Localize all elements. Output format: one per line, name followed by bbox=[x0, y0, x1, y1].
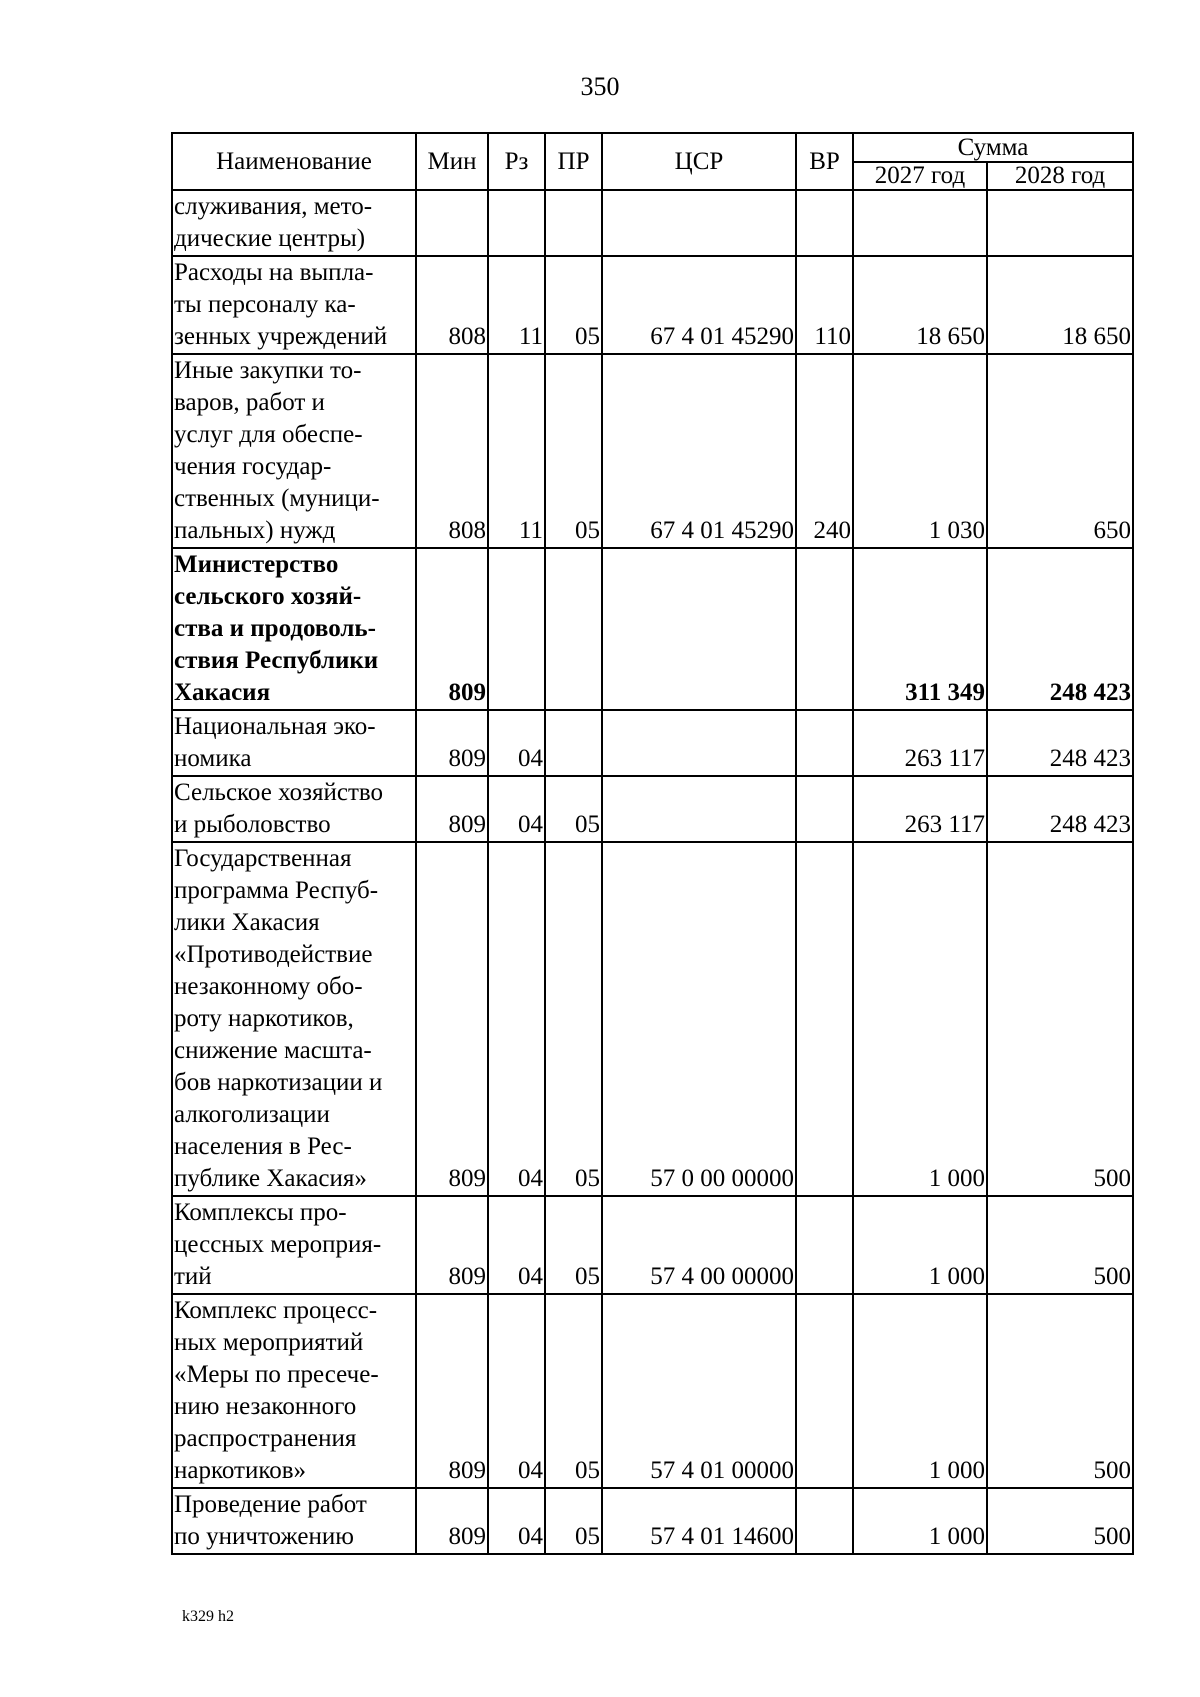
cell-sum-2028: 500 bbox=[987, 1294, 1133, 1488]
table-row bbox=[172, 1294, 1133, 1488]
cell-sum-2027 bbox=[853, 190, 987, 256]
cell-name: Национальная эко- номика bbox=[172, 710, 416, 776]
table-row bbox=[172, 190, 1133, 256]
cell-pr bbox=[545, 710, 602, 776]
cell-pr: 05 bbox=[545, 1294, 602, 1488]
cell-pr: 05 bbox=[545, 354, 602, 548]
cell-name: Государственная программа Респуб- лики Хакасия «Противодействие незаконному обо- роту наркотиков, снижение масшта- бов наркотизации и алкоголизации населения в Рес- публике Хакасия» bbox=[172, 842, 416, 1196]
cell-sum-2028: 650 bbox=[987, 354, 1133, 548]
cell-vr bbox=[796, 710, 853, 776]
cell-vr bbox=[796, 1488, 853, 1554]
cell-min: 808 bbox=[416, 354, 488, 548]
header-pr: ПР bbox=[545, 133, 602, 190]
cell-sum-2027: 1 030 bbox=[853, 354, 987, 548]
table-row bbox=[172, 842, 1133, 1196]
cell-sum-2027: 263 117 bbox=[853, 710, 987, 776]
cell-name: Комплексы про- цессных мероприя- тий bbox=[172, 1196, 416, 1294]
cell-pr: 05 bbox=[545, 256, 602, 354]
cell-pr: 05 bbox=[545, 776, 602, 842]
cell-rz: 04 bbox=[488, 776, 545, 842]
cell-min: 808 bbox=[416, 256, 488, 354]
cell-sum-2027: 263 117 bbox=[853, 776, 987, 842]
cell-vr bbox=[796, 190, 853, 256]
cell-sum-2028 bbox=[987, 190, 1133, 256]
cell-csr bbox=[602, 710, 796, 776]
table-row bbox=[172, 710, 1133, 776]
table-row bbox=[172, 256, 1133, 354]
table-row bbox=[172, 1196, 1133, 1294]
footer-code: k329 h2 bbox=[182, 1608, 234, 1625]
header-year-2027: 2027 год bbox=[853, 162, 987, 190]
cell-pr: 05 bbox=[545, 842, 602, 1196]
cell-vr bbox=[796, 1294, 853, 1488]
cell-min: 809 bbox=[416, 776, 488, 842]
cell-csr bbox=[602, 548, 796, 710]
cell-sum-2028: 248 423 bbox=[987, 548, 1133, 710]
cell-min: 809 bbox=[416, 548, 488, 710]
cell-vr bbox=[796, 842, 853, 1196]
cell-name: Расходы на выпла- ты персоналу ка- зенных учреждений bbox=[172, 256, 416, 354]
cell-sum-2028: 18 650 bbox=[987, 256, 1133, 354]
cell-vr: 240 bbox=[796, 354, 853, 548]
cell-sum-2028: 500 bbox=[987, 1488, 1133, 1554]
cell-min: 809 bbox=[416, 1488, 488, 1554]
cell-rz: 11 bbox=[488, 256, 545, 354]
cell-name: Министерство сельского хозяй- ства и продоволь- ствия Республики Хакасия bbox=[172, 548, 416, 710]
cell-name: Комплекс процесс- ных мероприятий «Меры по пресече- нию незаконного распространения наркотиков» bbox=[172, 1294, 416, 1488]
cell-rz: 04 bbox=[488, 1488, 545, 1554]
cell-sum-2027: 1 000 bbox=[853, 842, 987, 1196]
cell-name: служивания, мето- дические центры) bbox=[172, 190, 416, 256]
cell-pr: 05 bbox=[545, 1488, 602, 1554]
cell-rz bbox=[488, 190, 545, 256]
table-header bbox=[172, 133, 1133, 190]
cell-min: 809 bbox=[416, 1294, 488, 1488]
cell-sum-2028: 248 423 bbox=[987, 710, 1133, 776]
cell-sum-2027: 18 650 bbox=[853, 256, 987, 354]
cell-sum-2027: 1 000 bbox=[853, 1294, 987, 1488]
cell-vr bbox=[796, 1196, 853, 1294]
cell-csr: 57 4 01 00000 bbox=[602, 1294, 796, 1488]
cell-name: Проведение работ по уничтожению bbox=[172, 1488, 416, 1554]
cell-csr bbox=[602, 776, 796, 842]
cell-rz: 04 bbox=[488, 1196, 545, 1294]
table-row bbox=[172, 548, 1133, 710]
cell-csr: 57 4 01 14600 bbox=[602, 1488, 796, 1554]
cell-sum-2028: 248 423 bbox=[987, 776, 1133, 842]
cell-csr bbox=[602, 190, 796, 256]
cell-csr: 67 4 01 45290 bbox=[602, 256, 796, 354]
table-row bbox=[172, 354, 1133, 548]
cell-min: 809 bbox=[416, 842, 488, 1196]
cell-pr: 05 bbox=[545, 1196, 602, 1294]
cell-min: 809 bbox=[416, 1196, 488, 1294]
cell-rz: 04 bbox=[488, 842, 545, 1196]
cell-rz: 04 bbox=[488, 1294, 545, 1488]
cell-name: Сельское хозяйство и рыболовство bbox=[172, 776, 416, 842]
page-number: 350 bbox=[580, 72, 620, 101]
cell-pr bbox=[545, 190, 602, 256]
header-min: Мин bbox=[416, 133, 488, 190]
header-rz: Рз bbox=[488, 133, 545, 190]
budget-table bbox=[171, 132, 1134, 1555]
cell-rz bbox=[488, 548, 545, 710]
header-csr: ЦСР bbox=[602, 133, 796, 190]
cell-sum-2027: 1 000 bbox=[853, 1488, 987, 1554]
header-sum: Сумма bbox=[853, 133, 1133, 162]
cell-pr bbox=[545, 548, 602, 710]
cell-vr: 110 bbox=[796, 256, 853, 354]
table-body bbox=[172, 190, 1133, 1554]
cell-vr bbox=[796, 776, 853, 842]
header-name: Наименование bbox=[172, 133, 416, 190]
cell-min bbox=[416, 190, 488, 256]
cell-rz: 11 bbox=[488, 354, 545, 548]
cell-sum-2027: 1 000 bbox=[853, 1196, 987, 1294]
cell-csr: 57 4 00 00000 bbox=[602, 1196, 796, 1294]
header-year-2028: 2028 год bbox=[987, 162, 1133, 190]
cell-sum-2028: 500 bbox=[987, 1196, 1133, 1294]
table-row bbox=[172, 776, 1133, 842]
cell-vr bbox=[796, 548, 853, 710]
header-vr: ВР bbox=[796, 133, 853, 190]
cell-csr: 57 0 00 00000 bbox=[602, 842, 796, 1196]
table-row bbox=[172, 1488, 1133, 1554]
cell-sum-2028: 500 bbox=[987, 842, 1133, 1196]
cell-min: 809 bbox=[416, 710, 488, 776]
cell-rz: 04 bbox=[488, 710, 545, 776]
cell-sum-2027: 311 349 bbox=[853, 548, 987, 710]
cell-csr: 67 4 01 45290 bbox=[602, 354, 796, 548]
cell-name: Иные закупки то- варов, работ и услуг для обеспе- чения государ- ственных (муници- пальных) нужд bbox=[172, 354, 416, 548]
